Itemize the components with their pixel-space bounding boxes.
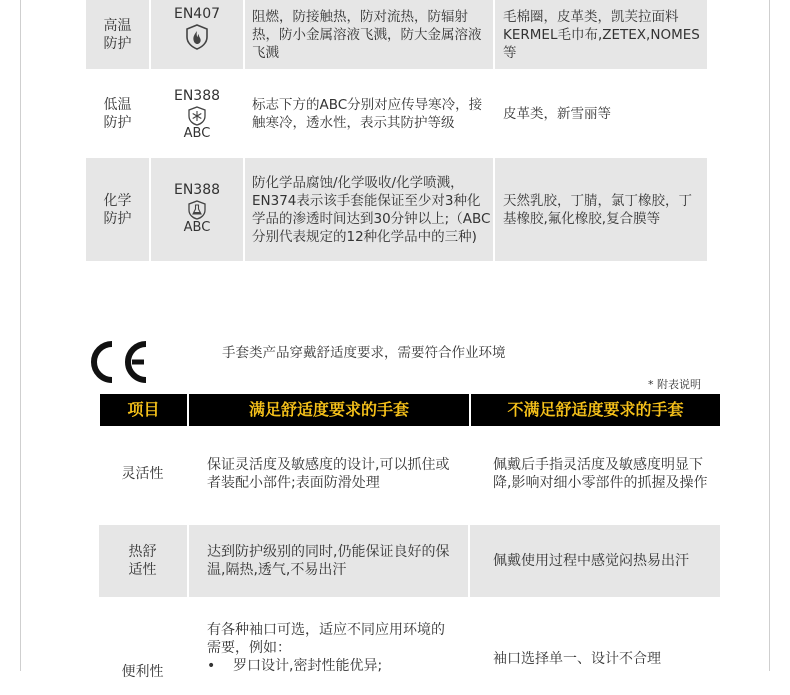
protection-category: 高温 防护 xyxy=(103,17,132,52)
protection-category: 低温 防护 xyxy=(103,96,132,131)
comfort-row-convenience xyxy=(99,605,720,695)
comfort-fails: 袖口选择单一、设计不合理 xyxy=(493,651,661,667)
protection-materials: 天然乳胶，丁腈，氯丁橡胶，丁基橡胶,氟化橡胶,复合膜等 xyxy=(503,192,692,227)
page-border-right xyxy=(769,0,770,671)
standard-code: EN388 xyxy=(173,182,221,198)
table-remark: * 附表说明 xyxy=(648,378,701,391)
protection-category: 化学 防护 xyxy=(103,192,132,227)
protection-description: 标志下方的ABC分别对应传导寒冷，接触寒冷，透水性，表示其防护等级 xyxy=(252,96,483,131)
standard-code: EN407 xyxy=(173,6,221,22)
comfort-meets: 达到防护级别的同时,仍能保证良好的保温,隔热,透气,不易出汗 xyxy=(207,544,450,578)
standard-badge xyxy=(150,6,244,69)
protection-row-low-temp xyxy=(86,69,707,158)
standard-badge xyxy=(150,88,244,158)
ce-mark-logo xyxy=(88,338,150,386)
header-item: 项目 xyxy=(127,400,160,419)
standard-sub-label: ABC xyxy=(183,220,211,235)
standard-sub-label: ABC xyxy=(183,126,211,141)
protection-row-high-temp xyxy=(86,0,707,69)
list-item xyxy=(207,657,457,675)
page-border-left xyxy=(20,0,21,671)
comfort-fails: 佩戴后手指灵活度及敏感度明显下降,影响对细小零部件的抓握及操作 xyxy=(493,457,708,491)
comfort-meets-bullet: 罗口设计,密封性能优异; xyxy=(233,658,383,674)
protection-row-chemical xyxy=(86,158,707,261)
comfort-meets-block xyxy=(207,621,457,695)
protection-description: 阻燃，防接触热，防对流热，防辐射热，防小金属溶液飞溅，防大金属溶液飞溅 xyxy=(252,8,482,61)
protection-materials: 毛棉圈，皮革类，凯芙拉面料KERMEL毛巾布,ZETEX,NOMES等 xyxy=(503,8,700,61)
protection-materials: 皮革类，新雪丽等 xyxy=(503,105,611,122)
comfort-row-flexibility xyxy=(99,426,720,522)
protection-description: 防化学品腐蚀/化学吸收/化学喷溅，EN374表示该手套能保证至少对3种化学品的渗透时间达到30分钟以上;（ABC 分别代表规定的12种化学品中的三种) xyxy=(252,174,491,245)
comfort-item: 灵活性 xyxy=(121,466,164,482)
comfort-meets: 有各种袖口可选，适应不同应用环境的需要，例如： xyxy=(207,622,445,656)
header-fails: 不满足舒适度要求的手套 xyxy=(507,400,684,419)
ce-note: 手套类产品穿戴舒适度要求，需要符合作业环境 xyxy=(222,345,506,361)
flask-shield-icon xyxy=(187,200,207,220)
comfort-row-thermal xyxy=(99,525,720,597)
flame-shield-icon xyxy=(185,24,209,50)
comfort-meets: 保证灵活度及敏感度的设计,可以抓住或者装配小部件;表面防滑处理 xyxy=(207,457,450,491)
standard-code: EN388 xyxy=(173,88,221,104)
comfort-fails: 佩戴使用过程中感觉闷热易出汗 xyxy=(493,553,689,569)
comfort-item: 便利性 xyxy=(121,664,164,680)
header-meets: 满足舒适度要求的手套 xyxy=(248,400,409,419)
bullet-icon: • xyxy=(207,658,216,674)
comfort-item: 热舒 适性 xyxy=(128,544,157,578)
snowflake-shield-icon xyxy=(187,106,207,126)
comfort-table-header xyxy=(100,394,720,426)
standard-badge xyxy=(150,182,244,261)
